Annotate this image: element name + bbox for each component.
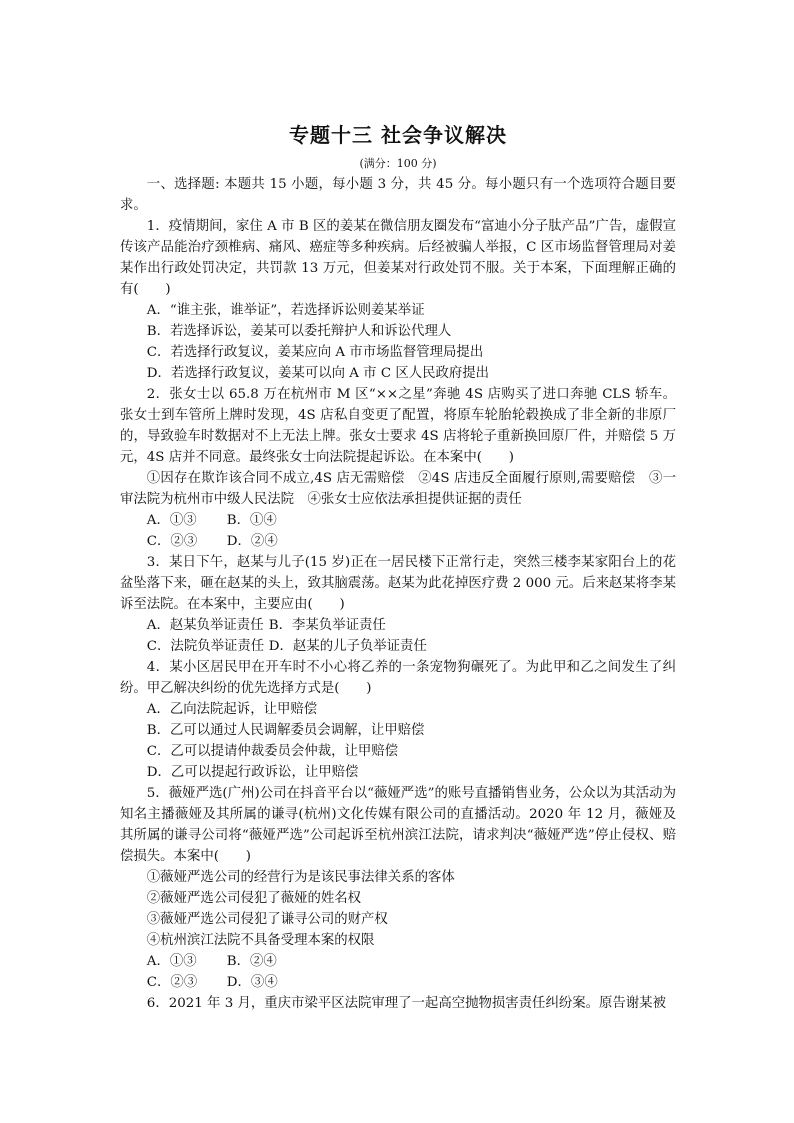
question-3-options-row-2 (120, 636, 676, 657)
question-2-option-d: D．②④ (226, 534, 278, 549)
question-4-option-c: C．乙可以提请仲裁委员会仲裁，让甲赔偿 (146, 744, 399, 759)
question-5-statement-2: ②薇娅严选公司侵犯了薇娅的姓名权 (146, 891, 362, 906)
question-5-options-row-2 (120, 972, 676, 993)
question-5-option-b: B．②④ (226, 954, 277, 969)
question-5-option-a: A．①③ (146, 954, 197, 969)
question-5-statement-3: ③薇娅严选公司侵犯了谦寻公司的财产权 (146, 912, 388, 927)
question-2-options-row-1 (120, 510, 676, 531)
question-2-option-c: C．②③ (146, 534, 198, 549)
question-2-statements: ①因存在欺诈该合同不成立,4S 店无需赔偿 ②4S 店违反全面履行原则,需要赔偿 ③一审法院为杭州市中级人民法院 ④张女士应依法承担提供证据的责任 (120, 471, 676, 507)
question-3-option-b: B．李某负举证责任 (268, 618, 386, 633)
question-5-options-row-1 (120, 951, 676, 972)
question-4-option-b: B．乙可以通过人民调解委员会调解，让甲赔偿 (146, 723, 425, 738)
question-2-option-a: A．①③ (146, 513, 197, 528)
question-5-statement-4: ④杭州滨江法院不具备受理本案的权限 (146, 933, 375, 948)
document-page (120, 122, 676, 1014)
question-1-option-d: D．若选择行政复议，姜某可以向 A 市 C 区人民政府提出 (146, 366, 490, 381)
question-5-statement-1: ①薇娅严选公司的经营行为是该民事法律关系的客体 (146, 870, 455, 885)
question-3-option-d: D．赵某的儿子负举证责任 (268, 639, 427, 654)
question-2-stem: 2．张女士以 65.8 万在杭州市 M 区“××之星”奔驰 4S 店购买了进口奔驰 CLS 轿车。张女士到车管所上牌时发现，4S 店私自变更了配置，将原车轮胎轮毂换成了非全新的非原厂的，导致验车时数据对不上无法上牌。张女士要求 4S 店将轮子重新换回原厂件，并赔偿 5 万元，4S 店并不同意。最终张女士向法院提起诉讼。在本案中( ) (120, 387, 676, 465)
question-1-option-b: B．若选择诉讼，姜某可以委托辩护人和诉讼代理人 (146, 324, 452, 339)
question-3-option-a: A．赵某负举证责任 (146, 618, 264, 633)
question-5-option-c: C．②③ (146, 975, 198, 990)
question-4-option-a: A．乙向法院起诉，让甲赔偿 (146, 702, 318, 717)
question-3-options-row-1 (120, 615, 676, 636)
score-note: (满分：100 分) (359, 157, 437, 170)
question-3-stem: 3．某日下午，赵某与儿子(15 岁)正在一居民楼下正常行走，突然三楼李某家阳台上的花盆坠落下来，砸在赵某的头上，致其脑震荡。赵某为此花掉医疗费 2 000 元。后来赵某将李某诉至法院。在本案中，主要应由( ) (120, 555, 676, 612)
section-header: 一、选择题: 本题共 15 小题，每小题 3 分，共 45 分。每小题只有一个选项符合题目要求。 (120, 177, 676, 213)
question-1-option-c: C．若选择行政复议，姜某应向 A 市市场监督管理局提出 (146, 345, 484, 360)
question-2-options-row-2 (120, 531, 676, 552)
question-1-stem: 1．疫情期间，家住 A 市 B 区的姜某在微信朋友圈发布“富迪小分子肽产品”广告，虚假宣传该产品能治疗颈椎病、痛风、癌症等多种疾病。后经被骗人举报，C 区市场监督管理局对姜某作出行政处罚决定，共罚款 13 万元，但姜某对行政处罚不服。关于本案，下面理解正确的有( ) (120, 219, 676, 297)
question-5-option-d: D．③④ (226, 975, 278, 990)
question-5-stem: 5．薇娅严选(广州)公司在抖音平台以“薇娅严选”的账号直播销售业务，公众以为其活动为知名主播薇娅及其所属的谦寻(杭州)文化传媒有限公司的直播活动。2020 年 12 月，薇娅及其所属的谦寻公司将“薇娅严选”公司起诉至杭州滨江法院，请求判决“薇娅严选”停止侵权、赔偿损失。本案中( ) (120, 786, 676, 864)
question-6-stem: 6．2021 年 3 月，重庆市梁平区法院审理了一起高空抛物损害责任纠纷案。原告谢某被 (146, 996, 666, 1011)
page-title: 专题十三 社会争议解决 (289, 123, 507, 147)
question-4-stem: 4．某小区居民甲在开车时不小心将乙养的一条宠物狗碾死了。为此甲和乙之间发生了纠纷。甲乙解决纠纷的优先选择方式是( ) (120, 660, 676, 696)
question-4-option-d: D．乙可以提起行政诉讼，让甲赔偿 (146, 765, 359, 780)
question-1-option-a: A．“谁主张，谁举证”，若选择诉讼则姜某举证 (146, 303, 425, 318)
question-3-option-c: C．法院负举证责任 (146, 639, 265, 654)
question-2-option-b: B．①④ (226, 513, 277, 528)
